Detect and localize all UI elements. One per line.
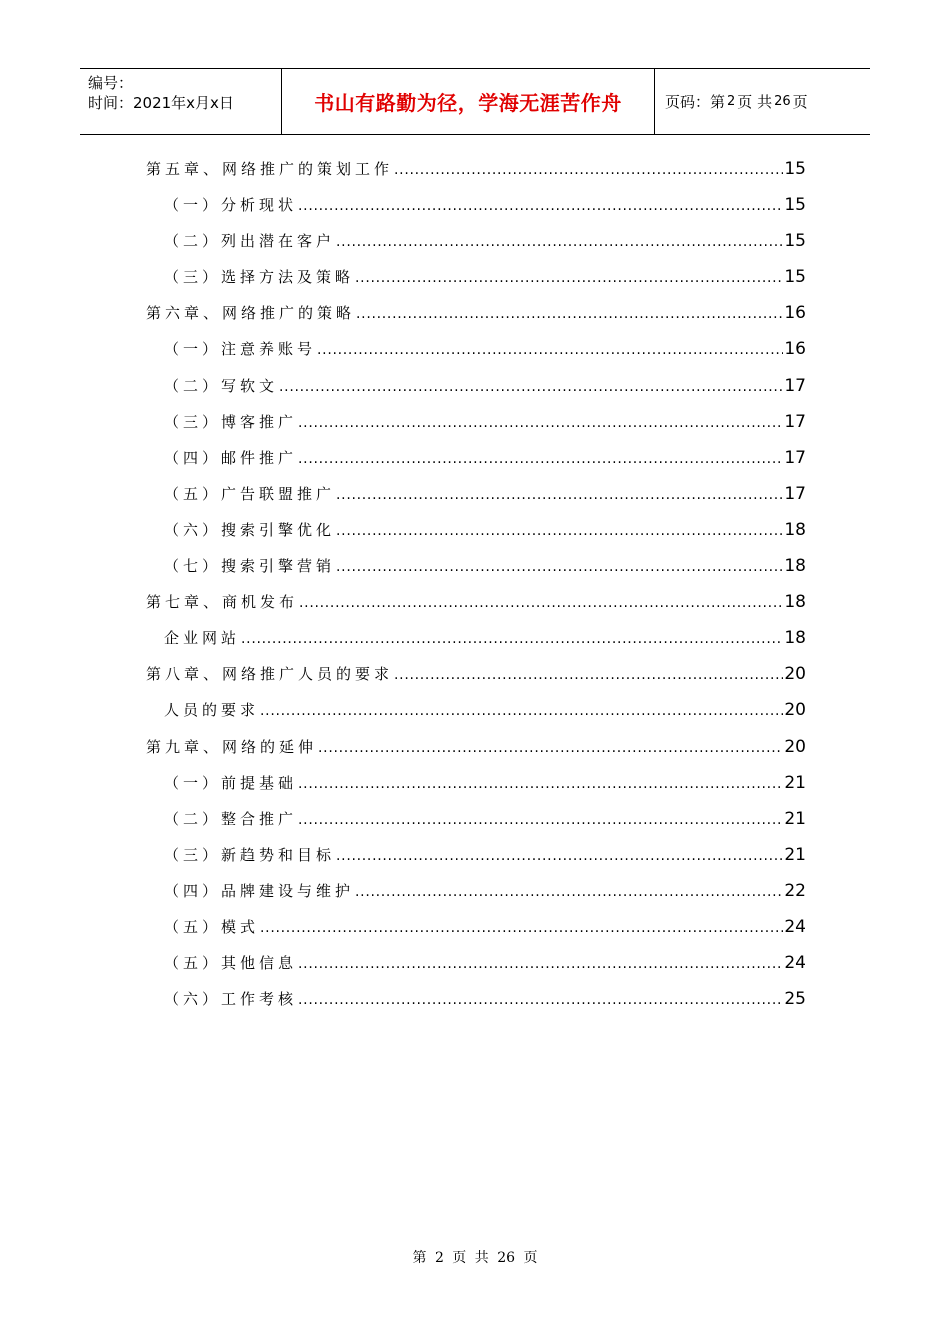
toc-dot-leader [336,559,783,575]
toc-entry-title: （四）品牌建设与维护 [164,881,355,900]
toc-entry-title: （一）分析现状 [164,196,298,215]
toc-dot-leader [241,631,783,647]
toc-entry-page: 24 [784,953,806,974]
number-label: 编号： [88,74,134,92]
toc-entry-title: 企业网站 [164,629,241,648]
toc-entry-page: 17 [784,447,806,468]
toc-entry-title: （四）邮件推广 [164,448,298,467]
toc-dot-leader [336,523,783,539]
header-page-info [655,69,870,134]
page-total: 26 [774,94,791,109]
toc-dot-leader [298,992,783,1008]
toc-entry[interactable] [146,194,806,230]
page-suffix: 页 [792,93,808,111]
toc-dot-leader [336,848,783,864]
toc-entry-title: （一）注意养账号 [164,340,317,359]
toc-entry[interactable] [146,230,806,266]
toc-entry[interactable] [146,880,806,916]
toc-dot-leader [394,162,783,178]
toc-entry-title: （七）搜索引擎营销 [164,557,336,576]
toc-entry-title: （五）其他信息 [164,954,298,973]
toc-entry-page: 18 [784,556,806,577]
toc-entry-title: 第五章、网络推广的策划工作 [146,160,394,178]
toc-entry-title: （二）写软文 [164,376,279,395]
toc-entry[interactable] [146,736,806,772]
toc-entry-page: 16 [784,339,806,360]
toc-dot-leader [336,234,783,250]
toc-entry[interactable] [146,375,806,411]
toc-entry[interactable] [146,844,806,880]
toc-entry-title: （六）搜索引擎优化 [164,520,336,539]
toc-entry-title: （六）工作考核 [164,990,298,1009]
toc-entry[interactable] [146,447,806,483]
toc-dot-leader [279,379,783,395]
toc-dot-leader [299,595,783,611]
page-mid: 页 共 [737,93,773,111]
toc-entry[interactable] [146,808,806,844]
toc-entry-title: （一）前提基础 [164,773,298,792]
toc-entry-title: （二）列出潜在客户 [164,232,336,251]
toc-entry[interactable] [146,519,806,555]
toc-entry[interactable] [146,158,806,194]
toc-entry-page: 25 [784,989,806,1010]
toc-entry-page: 21 [784,772,806,793]
toc-dot-leader [260,703,783,719]
toc-entry-title: （三）选择方法及策略 [164,268,355,287]
table-of-contents [146,158,806,1024]
toc-entry[interactable] [146,302,806,338]
toc-entry-page: 20 [784,700,806,721]
toc-entry[interactable] [146,916,806,952]
toc-entry-page: 20 [784,664,806,685]
toc-entry[interactable] [146,266,806,302]
toc-entry-title: （三）博客推广 [164,412,298,431]
toc-entry-title: （五）广告联盟推广 [164,484,336,503]
toc-entry-title: 第六章、网络推广的策略 [146,304,356,323]
toc-entry-page: 22 [784,880,806,901]
toc-entry-page: 15 [784,267,806,288]
page-prefix: 页码：第 [665,93,726,111]
toc-entry-page: 18 [784,519,806,540]
toc-dot-leader [356,306,783,322]
toc-entry-page: 21 [784,808,806,829]
toc-entry[interactable] [146,411,806,447]
toc-dot-leader [298,451,783,467]
page-current: 2 [727,94,736,109]
toc-entry[interactable] [146,591,806,627]
toc-entry[interactable] [146,555,806,591]
header-motto: 书山有路勤为径，学海无涯苦作舟 [282,69,655,134]
toc-dot-leader [336,487,783,503]
toc-entry[interactable] [146,952,806,988]
toc-dot-leader [260,920,783,936]
toc-dot-leader [355,270,783,286]
toc-entry-page: 17 [784,375,806,396]
toc-entry-title: （二）整合推广 [164,809,298,828]
toc-entry-page: 17 [784,483,806,504]
toc-entry[interactable] [146,699,806,735]
toc-entry[interactable] [146,338,806,374]
toc-dot-leader [394,667,783,683]
toc-entry[interactable] [146,988,806,1024]
time-label: 时间：2021年x月x日 [88,94,234,112]
toc-dot-leader [298,198,783,214]
toc-dot-leader [298,812,783,828]
toc-entry[interactable] [146,663,806,699]
toc-dot-leader [317,342,783,358]
toc-entry-page: 18 [784,628,806,649]
toc-entry-title: （三）新趋势和目标 [164,845,336,864]
toc-entry[interactable] [146,772,806,808]
toc-entry-page: 20 [784,736,806,757]
toc-entry-page: 15 [784,159,806,179]
header-meta [80,69,282,134]
toc-entry-page: 17 [784,411,806,432]
toc-dot-leader [355,884,783,900]
toc-dot-leader [298,776,783,792]
page-header [80,68,870,135]
toc-entry[interactable] [146,627,806,663]
toc-entry-title: 第九章、网络的延伸 [146,737,318,756]
toc-entry-title: 第八章、网络推广人员的要求 [146,665,394,684]
toc-entry-page: 15 [784,231,806,252]
toc-dot-leader [318,740,783,756]
toc-entry-title: （五）模式 [164,917,260,936]
toc-dot-leader [298,956,783,972]
toc-entry-page: 16 [784,303,806,324]
toc-entry-title: 第七章、商机发布 [146,593,299,612]
toc-entry-title: 人员的要求 [164,701,260,720]
toc-entry[interactable] [146,483,806,519]
toc-entry-page: 15 [784,195,806,216]
toc-dot-leader [298,415,783,431]
page-footer: 第 2 页 共 26 页 [412,1250,538,1266]
toc-entry-page: 24 [784,916,806,937]
toc-entry-page: 21 [784,844,806,865]
toc-entry-page: 18 [784,592,806,613]
